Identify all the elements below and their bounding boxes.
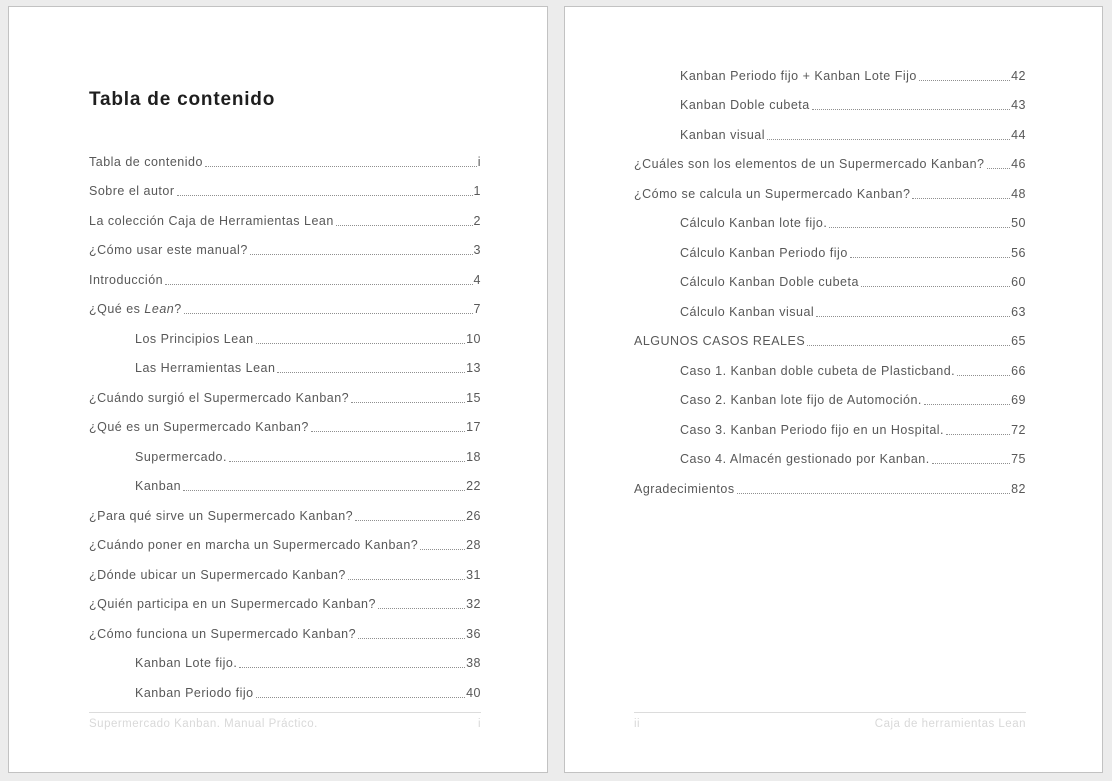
toc-entry-page-number: 38 bbox=[466, 656, 481, 670]
toc-entry-label: Sobre el autor bbox=[89, 184, 175, 198]
toc-entry-label: Las Herramientas Lean bbox=[135, 361, 276, 375]
toc-entry-page-number: 63 bbox=[1011, 304, 1026, 319]
toc-entry[interactable] bbox=[634, 202, 1026, 232]
toc-entry-label: Kanban Doble cubeta bbox=[680, 98, 810, 112]
toc-entry-label: ¿Qué es Lean? bbox=[89, 302, 182, 316]
toc-entry-label: ¿Cómo se calcula un Supermercado Kanban? bbox=[634, 186, 911, 201]
toc-entry-page-number: 32 bbox=[466, 597, 481, 611]
toc-entry-label: ALGUNOS CASOS REALES bbox=[634, 334, 806, 348]
toc-entry-label: ¿Cómo usar este manual? bbox=[89, 243, 248, 257]
footer-series-title: Caja de herramientas Lean bbox=[874, 718, 1026, 730]
toc-entry[interactable] bbox=[634, 143, 1026, 173]
toc-entry-label: Cálculo Kanban visual bbox=[680, 304, 815, 319]
dot-leader bbox=[165, 284, 472, 285]
toc-entry-page-number: 60 bbox=[1011, 275, 1026, 289]
toc-entry[interactable] bbox=[634, 379, 1026, 409]
footer-page-number: ii bbox=[634, 718, 641, 730]
toc-entry-page-number: 40 bbox=[466, 685, 481, 700]
toc-entry[interactable] bbox=[89, 170, 481, 200]
toc-entry-label: Kanban bbox=[135, 479, 182, 493]
dot-leader bbox=[358, 638, 465, 639]
dot-leader bbox=[850, 257, 1010, 258]
toc-entry-label: Caso 1. Kanban doble cubeta de Plasticband. bbox=[680, 363, 956, 378]
toc-entry-page-number: 2 bbox=[473, 213, 481, 228]
toc-entry-label: ¿Dónde ubicar un Supermercado Kanban? bbox=[89, 567, 346, 582]
toc-entry-label: ¿Cómo funciona un Supermercado Kanban? bbox=[89, 626, 357, 641]
dot-leader bbox=[932, 463, 1010, 464]
toc-entry[interactable] bbox=[89, 642, 481, 672]
toc-entry-page-number: 7 bbox=[473, 302, 481, 316]
toc-entry-label: ¿Cuándo poner en marcha un Supermercado Kanban? bbox=[89, 538, 419, 552]
dot-leader bbox=[311, 431, 465, 432]
dot-leader bbox=[183, 490, 465, 491]
toc-entry-page-number: 13 bbox=[466, 361, 481, 375]
toc-entry-page-number: 72 bbox=[1011, 422, 1026, 437]
dot-leader bbox=[816, 316, 1010, 317]
toc-entry[interactable] bbox=[89, 347, 481, 377]
dot-leader bbox=[420, 549, 465, 550]
toc-entry-label: Supermercado. bbox=[135, 449, 227, 464]
toc-entry-label: Tabla de contenido bbox=[89, 154, 203, 169]
toc-entry-label: Caso 2. Kanban lote fijo de Automoción. bbox=[680, 393, 922, 407]
dot-leader bbox=[829, 227, 1010, 228]
toc-entry[interactable] bbox=[89, 671, 481, 701]
toc-entry[interactable] bbox=[634, 349, 1026, 379]
page-footer-right bbox=[634, 712, 1026, 731]
toc-entry-page-number: 48 bbox=[1011, 186, 1026, 201]
toc-entry-page-number: 46 bbox=[1011, 157, 1026, 171]
toc-entry[interactable] bbox=[89, 494, 481, 524]
toc-entry[interactable] bbox=[634, 320, 1026, 350]
toc-entry-page-number: 17 bbox=[466, 420, 481, 434]
toc-entry-page-number: 69 bbox=[1011, 393, 1026, 407]
toc-entry-label: Caso 3. Kanban Periodo fijo en un Hospital. bbox=[680, 422, 945, 437]
toc-entry-page-number: 43 bbox=[1011, 98, 1026, 112]
toc-entry[interactable] bbox=[89, 435, 481, 465]
toc-entry-label: Kanban Periodo fijo + Kanban Lote Fijo bbox=[680, 68, 917, 83]
toc-entry[interactable] bbox=[634, 84, 1026, 114]
toc-entry-page-number: 66 bbox=[1011, 363, 1026, 378]
toc-entry-page-number: 22 bbox=[466, 479, 481, 493]
toc-entry[interactable] bbox=[89, 465, 481, 495]
toc-entry-page-number: 42 bbox=[1011, 68, 1026, 83]
toc-entry[interactable] bbox=[634, 408, 1026, 438]
toc-entry-label: Agradecimientos bbox=[634, 481, 735, 496]
toc-entry[interactable] bbox=[634, 172, 1026, 202]
toc-entry[interactable] bbox=[89, 288, 481, 318]
dot-leader bbox=[767, 139, 1010, 140]
toc-entry-page-number: 65 bbox=[1011, 334, 1026, 348]
dot-leader bbox=[336, 225, 473, 226]
toc-entry-page-number: 75 bbox=[1011, 452, 1026, 466]
toc-entry-page-number: 18 bbox=[466, 449, 481, 464]
dot-leader bbox=[177, 195, 473, 196]
page-footer-left bbox=[89, 712, 481, 731]
dot-leader bbox=[812, 109, 1010, 110]
dot-leader bbox=[239, 667, 465, 668]
toc-entry-page-number: i bbox=[477, 154, 481, 169]
footer-book-title: Supermercado Kanban. Manual Práctico. bbox=[89, 718, 318, 730]
dot-leader bbox=[355, 520, 465, 521]
toc-entry-label: Kanban Lote fijo. bbox=[135, 656, 238, 670]
dot-leader bbox=[184, 313, 473, 314]
page-left bbox=[8, 6, 548, 773]
toc-entry[interactable] bbox=[89, 140, 481, 170]
toc-entry-page-number: 36 bbox=[466, 626, 481, 641]
toc-right bbox=[634, 54, 1026, 497]
toc-entry[interactable] bbox=[89, 376, 481, 406]
toc-entry-label: ¿Quién participa en un Supermercado Kanban? bbox=[89, 597, 376, 611]
toc-entry[interactable] bbox=[634, 467, 1026, 497]
toc-entry[interactable] bbox=[89, 229, 481, 259]
toc-entry[interactable] bbox=[89, 524, 481, 554]
toc-entry-label: Introducción bbox=[89, 272, 164, 287]
toc-entry[interactable] bbox=[634, 261, 1026, 291]
toc-entry-page-number: 82 bbox=[1011, 481, 1026, 496]
toc-entry-page-number: 10 bbox=[466, 331, 481, 346]
toc-entry-page-number: 15 bbox=[466, 390, 481, 405]
toc-entry-label: Caso 4. Almacén gestionado por Kanban. bbox=[680, 452, 930, 466]
toc-entry[interactable] bbox=[634, 54, 1026, 84]
dot-leader bbox=[277, 372, 465, 373]
toc-entry[interactable] bbox=[89, 583, 481, 613]
footer-page-number: i bbox=[477, 718, 481, 730]
toc-entry[interactable] bbox=[634, 231, 1026, 261]
dot-leader bbox=[256, 697, 465, 698]
dot-leader bbox=[205, 166, 477, 167]
toc-entry[interactable] bbox=[89, 199, 481, 229]
toc-entry-page-number: 26 bbox=[466, 508, 481, 523]
toc-entry-label: Kanban visual bbox=[680, 127, 766, 142]
toc-entry[interactable] bbox=[89, 406, 481, 436]
toc-entry-page-number: 44 bbox=[1011, 127, 1026, 142]
dot-leader bbox=[861, 286, 1010, 287]
dot-leader bbox=[256, 343, 465, 344]
toc-entry[interactable] bbox=[634, 290, 1026, 320]
dot-leader bbox=[250, 254, 473, 255]
dot-leader bbox=[912, 198, 1010, 199]
dot-leader bbox=[919, 80, 1010, 81]
toc-entry-label: Kanban Periodo fijo bbox=[135, 685, 254, 700]
toc-entry-label: Cálculo Kanban lote fijo. bbox=[680, 216, 828, 230]
dot-leader bbox=[946, 434, 1010, 435]
dot-leader bbox=[348, 579, 465, 580]
toc-entry-page-number: 1 bbox=[473, 184, 481, 198]
toc-entry[interactable] bbox=[89, 553, 481, 583]
toc-entry-page-number: 50 bbox=[1011, 216, 1026, 230]
toc-entry-page-number: 28 bbox=[466, 538, 481, 552]
toc-entry-label: ¿Para qué sirve un Supermercado Kanban? bbox=[89, 508, 354, 523]
dot-leader bbox=[378, 608, 465, 609]
toc-entry-label: ¿Cuándo surgió el Supermercado Kanban? bbox=[89, 390, 350, 405]
toc-entry[interactable] bbox=[634, 113, 1026, 143]
dot-leader bbox=[737, 493, 1010, 494]
toc-entry-page-number: 3 bbox=[473, 243, 481, 257]
toc-entry[interactable] bbox=[89, 612, 481, 642]
toc-entry-page-number: 56 bbox=[1011, 245, 1026, 260]
toc-entry-label: Cálculo Kanban Periodo fijo bbox=[680, 245, 848, 260]
toc-entry-label: Los Principios Lean bbox=[135, 331, 254, 346]
toc-entry-label: ¿Qué es un Supermercado Kanban? bbox=[89, 420, 309, 434]
page-right bbox=[564, 6, 1103, 773]
toc-entry-label: ¿Cuáles son los elementos de un Supermercado Kanban? bbox=[634, 157, 985, 171]
toc-entry-page-number: 4 bbox=[473, 272, 481, 287]
toc-entry-label: Cálculo Kanban Doble cubeta bbox=[680, 275, 859, 289]
toc-entry-label: La colección Caja de Herramientas Lean bbox=[89, 213, 334, 228]
dot-leader bbox=[957, 375, 1010, 376]
toc-entry-page-number: 31 bbox=[466, 567, 481, 582]
dot-leader bbox=[807, 345, 1010, 346]
dot-leader bbox=[924, 404, 1010, 405]
toc-entry[interactable] bbox=[89, 317, 481, 347]
toc-entry[interactable] bbox=[89, 258, 481, 288]
dot-leader bbox=[987, 168, 1011, 169]
toc-left bbox=[89, 140, 481, 701]
page-title: Tabla de contenido bbox=[89, 89, 276, 110]
dot-leader bbox=[351, 402, 465, 403]
dot-leader bbox=[229, 461, 465, 462]
toc-entry[interactable] bbox=[634, 438, 1026, 468]
